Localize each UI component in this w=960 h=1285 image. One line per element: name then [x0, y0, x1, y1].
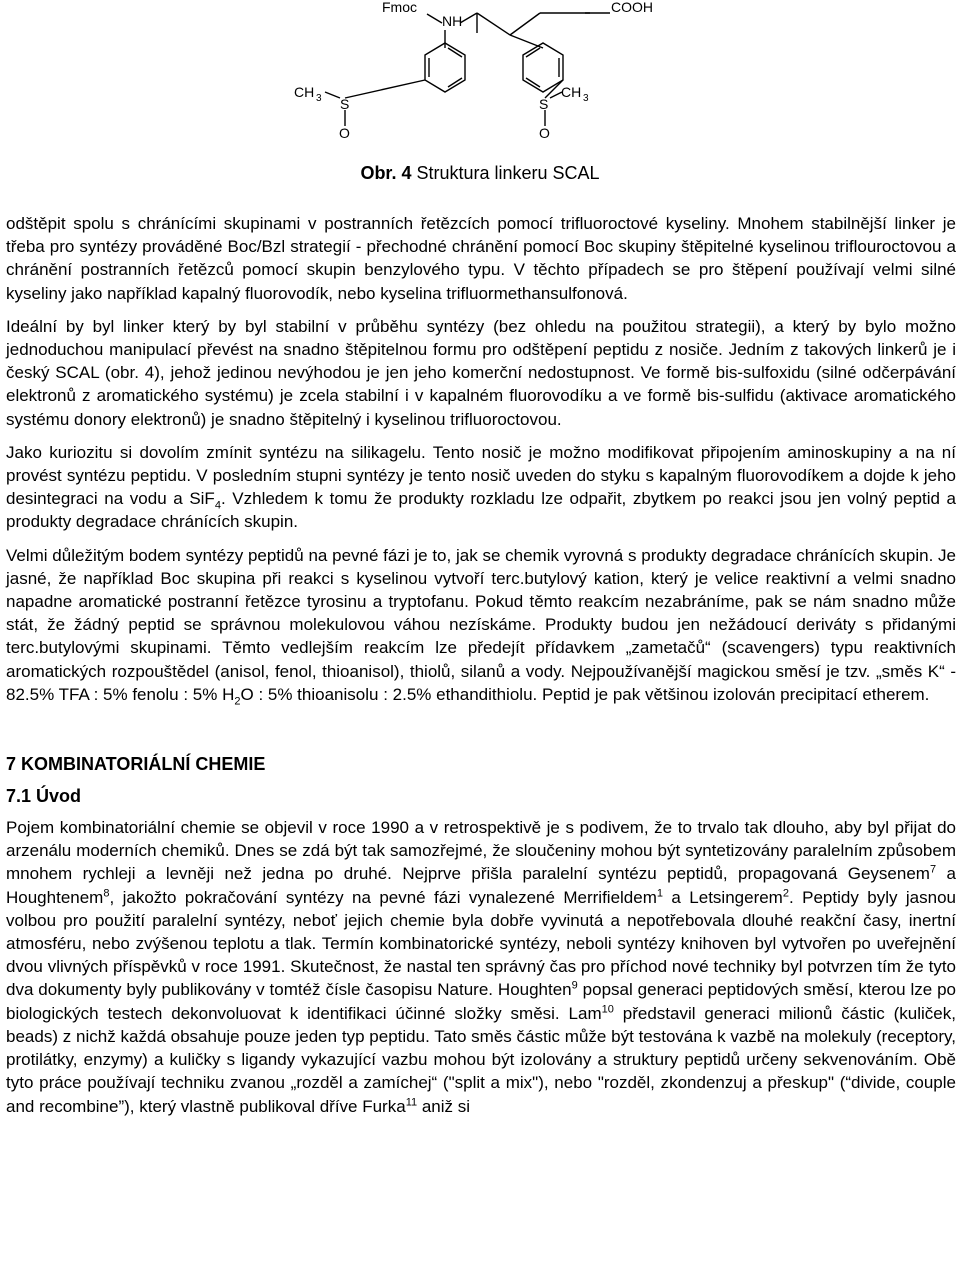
- o-left-label: O: [339, 125, 350, 141]
- subsection-heading: 7.1 Úvod: [6, 786, 82, 807]
- paragraph-2: Ideální by byl linker který by byl stabilní v průběhu syntézy (bez ohledu na použitou strategii), a který by bylo možno jednoduchou manipulací převést na snadno štěpitelnou formu pro odštěpení peptidu z nosiče. Jedním z takových linkerů je i český SCAL (obr. 4), jehož jedinou nevýhodou je jen jeho komerční nedostupnost. Ve formě bis-sulfoxidu (silné odčerpávání elektronů z aromatického systému) je zcela stabilní i v kapalném fluorovodíku a ve formě bis-sulfidu (aktivace aromatického systému donory elektronů) je snadno štěpitelný i kyselinou trifluoroctovou.: [6, 316, 956, 429]
- cooh-label: COOH: [611, 0, 653, 15]
- right-benzene-ring: [523, 43, 563, 92]
- figure-caption: [0, 160, 960, 186]
- scal-structure-diagram: [0, 0, 960, 150]
- ch3-right-sub: 3: [583, 93, 589, 104]
- s-left-label: S: [340, 96, 350, 112]
- ch3-right-label: CH: [561, 84, 582, 100]
- backbone-bond-3: [510, 13, 540, 35]
- caption-label: Obr. 4: [360, 163, 412, 183]
- left-benzene-ring: [425, 43, 465, 92]
- paragraph-1: odštěpit spolu s chránícími skupinami v postranních řetězcích pomocí trifluoroctové kyseliny. Mnohem stabilnější linker je třeba pro syntézy prováděné Boc/Bzl strategií - přechodné chránění pomocí Boc skupiny štěpitelné kyselinou triflouroctovou a chránění postranních řetězců pomocí skupin benzylového typu. V těchto případech se pro štěpení používají velmi silné kyseliny jako například kapalný fluorovodík, nebo kyselina trifluormethansulfonová.: [6, 214, 956, 303]
- document-body: [6, 212, 956, 1128]
- o-right-label: O: [539, 125, 550, 141]
- section-heading: 7 KOMBINATORIÁLNÍ CHEMIE: [6, 754, 266, 775]
- paragraph-3: Jako kuriozitu si dovolím zmínit syntézu na silikagelu. Tento nosič je možno modifikovat připojením aminoskupiny a na ní provést syntézu peptidu. V posledním stupni syntézy je tento nosič uveden do styku s kapalným fluorovodíkem a dojde k jeho desintegraci na vodu a SiF$_4$. Vzhledem k tomu že produkty rozkladu lze odpařit, zbytkem po reakci jsou jen volný peptid a produkty degradace chránících skupin.: [6, 442, 956, 532]
- ch3-left-sub: 3: [316, 93, 322, 104]
- scal-structure-figure: [0, 0, 960, 150]
- paragraph-4: Velmi důležitým bodem syntézy peptidů na pevné fázi je to, jak se chemik vyrovná s produkty degradace chránících skupin. Je jasné, že například Boc skupina při reakci s kyselinou vytvoří terc.butylový kation, který je velice reaktivní a velmi snadno napadne aromatické postranní řetězce tyrosinu a tryptofanu. Pokud těmto reakcím nezabráníme, pak se nám snadno může stát, že žádný peptid se správnou molekulovou váhou nezískáme. Produkty budou jen nežádoucí deriváty s přidanými terc.butylovými skupinami. Těmto vedlejším reakcím lze předejít přídavkem „zametačů“ (scavengers) typu reaktivních aromatických rozpouštědel (anisol, fenol, thioanisol), thiolů, silanů a vody. Nejpoužívanější magickou směsí je tzv. „směs K“ - 82.5% TFA : 5% fenolu : 5% $H_2O$ : 5% thioanisolu : 2.5% ethandithiolu. Peptid je pak většinou izolován precipitací etherem.: [6, 545, 956, 708]
- backbone-bond-1: [477, 13, 510, 35]
- left-ch3-bond: [325, 92, 340, 98]
- paragraph-5: Pojem kombinatoriální chemie se objevil v roce 1990 a v retrospektivě je s podivem, že to trvalo tak dlouho, aby byl přijat do arzenálu moderních chemiků. Dnes se zdá být tak samozřejmé, že sloučeniny mohou být syntetizovány paralelním způsobem mnohem rychleji a levněji než jedna po druhé. Nejprve přišla paralelní syntézu peptidů, propagovaná Geysenem$^7$ a Houghtenem$^8$, jakožto pokračování syntézy na pevné fázi vynalezené Merrifieldem$^1$ a Letsingerem$^2$. Peptidy byly jasnou volbou pro použití paralelní syntézy, neboť jejich chemie byla dobře vyvinutá a nepotřebovala dlouhé reakční časy, inertní atmosféru, nebo zvýšenou teplotu a tlak. Termín kombinatorické syntézy, neboli syntézy knihoven byl vytvořen po uveřejnění dvou vlivných příspěvků v roce 1991. Skutečnost, že nastal ten správný čas pro příchod nové techniky byl potvrzen tím že tyto dva dokumenty byly publikovány v tomtéž čísle časopisu Nature. Houghten$^9$ popsal generaci peptidových směsí, kterou lze po biologických testech dekonvoluovat k identifikaci účinné složky směsi. Lam$^{10}$ představil generaci milionů částic (kuliček, beads) z nichž každá obsahuje pouze jeden typ peptidu. Tato směs částic může být testována k vazbě na molekuly (receptory, protilátky, enzymy) a kuličky s ligandy vykazující vazbu mohou být izolovány a struktury peptidů určeny sekvenováním. Obě tyto práce používají techniku zvanou „rozděl a zamíchej“ ("split a mix"), nebo "rozděl, zkondenzuj a přeskup" (“divide, couple and recombine”), který vlastně publikoval dříve Furka$^{11}$ aniž si: [6, 818, 957, 1116]
- left-s-bond-ring: [345, 80, 425, 98]
- nh-bond: [460, 13, 477, 23]
- caption-text: Struktura linkeru SCAL: [411, 163, 600, 183]
- nh-label: NH: [442, 13, 463, 29]
- fmoc-bond: [427, 14, 442, 23]
- fmoc-label: Fmoc: [382, 0, 417, 15]
- ch3-left-label: CH: [294, 84, 315, 100]
- s-right-label: S: [539, 96, 549, 112]
